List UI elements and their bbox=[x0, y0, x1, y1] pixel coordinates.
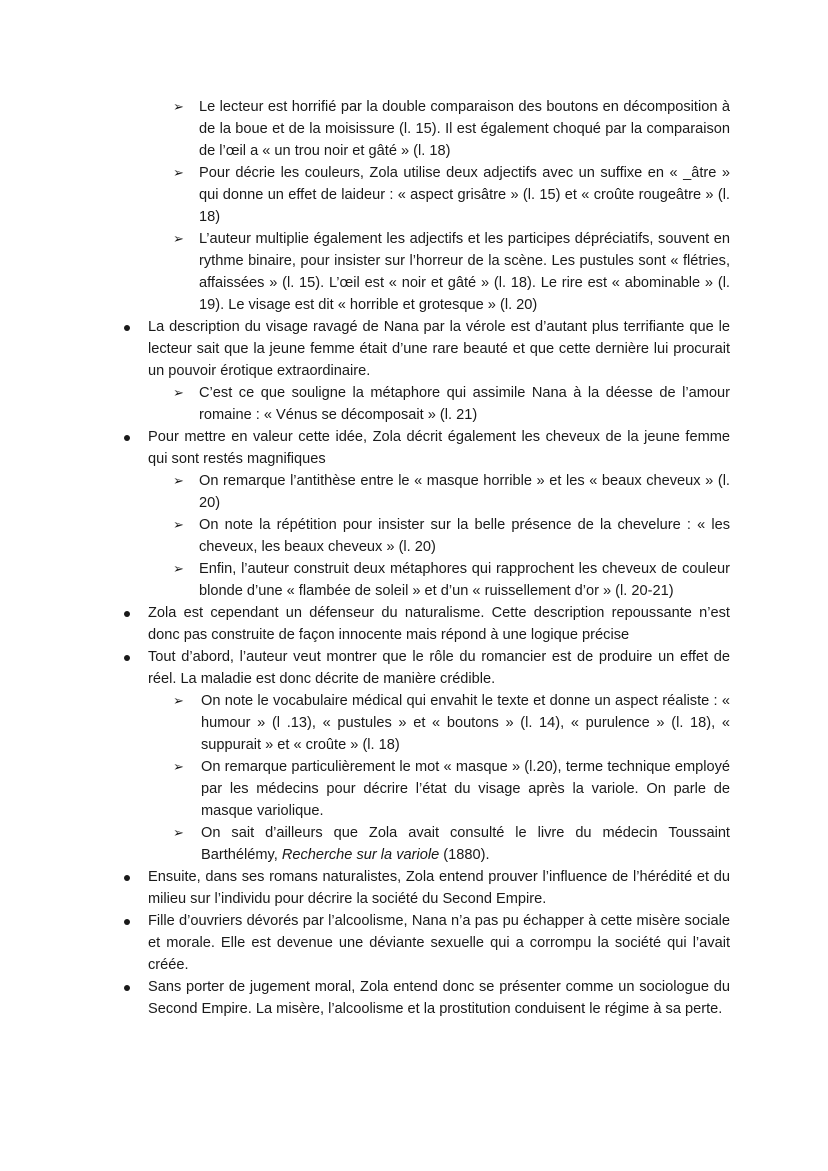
bullet-dot-icon bbox=[124, 611, 130, 617]
arrow-bullet-icon: ➢ bbox=[173, 825, 184, 840]
bullet-item bbox=[148, 866, 730, 910]
arrow-bullet-icon: ➢ bbox=[173, 517, 184, 532]
bullet-dot-icon bbox=[124, 985, 130, 991]
document-page bbox=[0, 96, 828, 1020]
bullet-text: La description du visage ravagé de Nana par la vérole est d’autant plus terrifiante que le lecteur sait que la jeune femme était d’une rare beauté et que cette dernière lui procurait un pouvoir érotique extraordinaire. bbox=[148, 319, 730, 379]
bullet-dot-icon bbox=[124, 655, 130, 661]
citation-year: (1880). bbox=[439, 847, 490, 863]
arrow-bullet-icon: ➢ bbox=[173, 473, 184, 488]
bullet-item bbox=[148, 646, 730, 690]
bullet-text: Tout d’abord, l’auteur veut montrer que le rôle du romancier est de produire un effet de réel. La maladie est donc décrite de manière crédible. bbox=[148, 649, 730, 687]
bullet-dot-icon bbox=[124, 435, 130, 441]
bullet-text: Zola est cependant un défenseur du naturalisme. Cette description repoussante n’est donc pas construite de façon innocente mais répond à une logique précise bbox=[148, 605, 730, 643]
sub-bullet-text: Pour décrie les couleurs, Zola utilise deux adjectifs avec un suffixe en « _âtre » qui donne un effet de laideur : « aspect grisâtre » (l. 15) et « croûte rougeâtre » (l. 18) bbox=[199, 165, 730, 225]
sub-bullet-item bbox=[173, 96, 730, 162]
bullet-dot-icon bbox=[124, 875, 130, 881]
sub-bullet-item bbox=[173, 382, 730, 426]
arrow-bullet-icon: ➢ bbox=[173, 385, 184, 400]
bullet-item bbox=[148, 426, 730, 470]
sub-bullet-text: On remarque particulièrement le mot « masque » (l.20), terme technique employé par les médecins pour décrire l’état du visage après la variole. On parle de masque variolique. bbox=[201, 759, 730, 819]
arrow-bullet-icon: ➢ bbox=[173, 759, 184, 774]
arrow-bullet-icon: ➢ bbox=[173, 561, 184, 576]
sub-bullet-text: On note la répétition pour insister sur la belle présence de la chevelure : « les cheveux, les beaux cheveux » (l. 20) bbox=[199, 517, 730, 555]
bullet-dot-icon bbox=[124, 325, 130, 331]
sub-bullet-item bbox=[173, 228, 730, 316]
bullet-item bbox=[148, 602, 730, 646]
bullet-item bbox=[148, 316, 730, 382]
arrow-bullet-icon: ➢ bbox=[173, 165, 184, 180]
sub-bullet-item bbox=[173, 470, 730, 514]
bullet-text: Fille d’ouvriers dévorés par l’alcoolisme, Nana n’a pas pu échapper à cette misère sociale et morale. Elle est devenue une déviante sexuelle qui a corrompu la société qui l’avait créée. bbox=[148, 913, 730, 973]
sub-bullet-text bbox=[201, 822, 730, 866]
sub-bullet-text: L’auteur multiplie également les adjectifs et les participes dépréciatifs, souvent en rythme binaire, pour insister sur l’horreur de la scène. Les pustules sont « flétries, affaissées » (l. 15). L’œil est « noir et gâté » (l. 18). Le rire est « abominable » (l. 19). Le visage est dit « horrible et grotesque » (l. 20) bbox=[199, 231, 730, 313]
sub-bullet-text: Enfin, l’auteur construit deux métaphores qui rapprochent les cheveux de couleur blonde d’une « flambée de soleil » et d’un « ruissellement d’or » (l. 20-21) bbox=[199, 561, 730, 599]
arrow-bullet-icon: ➢ bbox=[173, 693, 184, 708]
arrow-bullet-icon: ➢ bbox=[173, 99, 184, 114]
sub-bullet-item bbox=[173, 514, 730, 558]
sub-bullet-item bbox=[173, 822, 730, 866]
bullet-text: Ensuite, dans ses romans naturalistes, Zola entend prouver l’influence de l’hérédité et du milieu sur l’individu pour décrire la société du Second Empire. bbox=[148, 869, 730, 907]
book-title: Recherche sur la variole bbox=[281, 847, 440, 863]
sub-bullet-item bbox=[173, 690, 730, 756]
bullet-item bbox=[148, 910, 730, 976]
arrow-bullet-icon: ➢ bbox=[173, 231, 184, 246]
bullet-dot-icon bbox=[124, 919, 130, 925]
sub-bullet-text: C’est ce que souligne la métaphore qui assimile Nana à la déesse de l’amour romaine : « Vénus se décomposait » (l. 21) bbox=[199, 385, 730, 423]
citation-text: On sait d’ailleurs que Zola avait consulté le livre du médecin Toussaint Barthélémy, bbox=[201, 825, 730, 863]
sub-bullet-item bbox=[173, 162, 730, 228]
bullet-item bbox=[148, 976, 730, 1020]
bullet-text: Sans porter de jugement moral, Zola entend donc se présenter comme un sociologue du Second Empire. La misère, l’alcoolisme et la prostitution conduisent le régime à sa perte. bbox=[148, 979, 730, 1017]
sub-bullet-text: On note le vocabulaire médical qui envahit le texte et donne un aspect réaliste : « humour » (l .13), « pustules » et « boutons » (l. 14), « purulence » (l. 18), « suppurait » et « croûte » (l. 18) bbox=[201, 693, 730, 753]
sub-bullet-item bbox=[173, 756, 730, 822]
bullet-text: Pour mettre en valeur cette idée, Zola décrit également les cheveux de la jeune femme qui sont restés magnifiques bbox=[148, 429, 730, 467]
sub-bullet-item bbox=[173, 558, 730, 602]
sub-bullet-text: On remarque l’antithèse entre le « masque horrible » et les « beaux cheveux » (l. 20) bbox=[199, 473, 730, 511]
sub-bullet-text: Le lecteur est horrifié par la double comparaison des boutons en décomposition à de la boue et de la moisissure (l. 15). Il est également choqué par la comparaison de l’œil a « un trou noir et gâté » (l. 18) bbox=[199, 99, 730, 159]
